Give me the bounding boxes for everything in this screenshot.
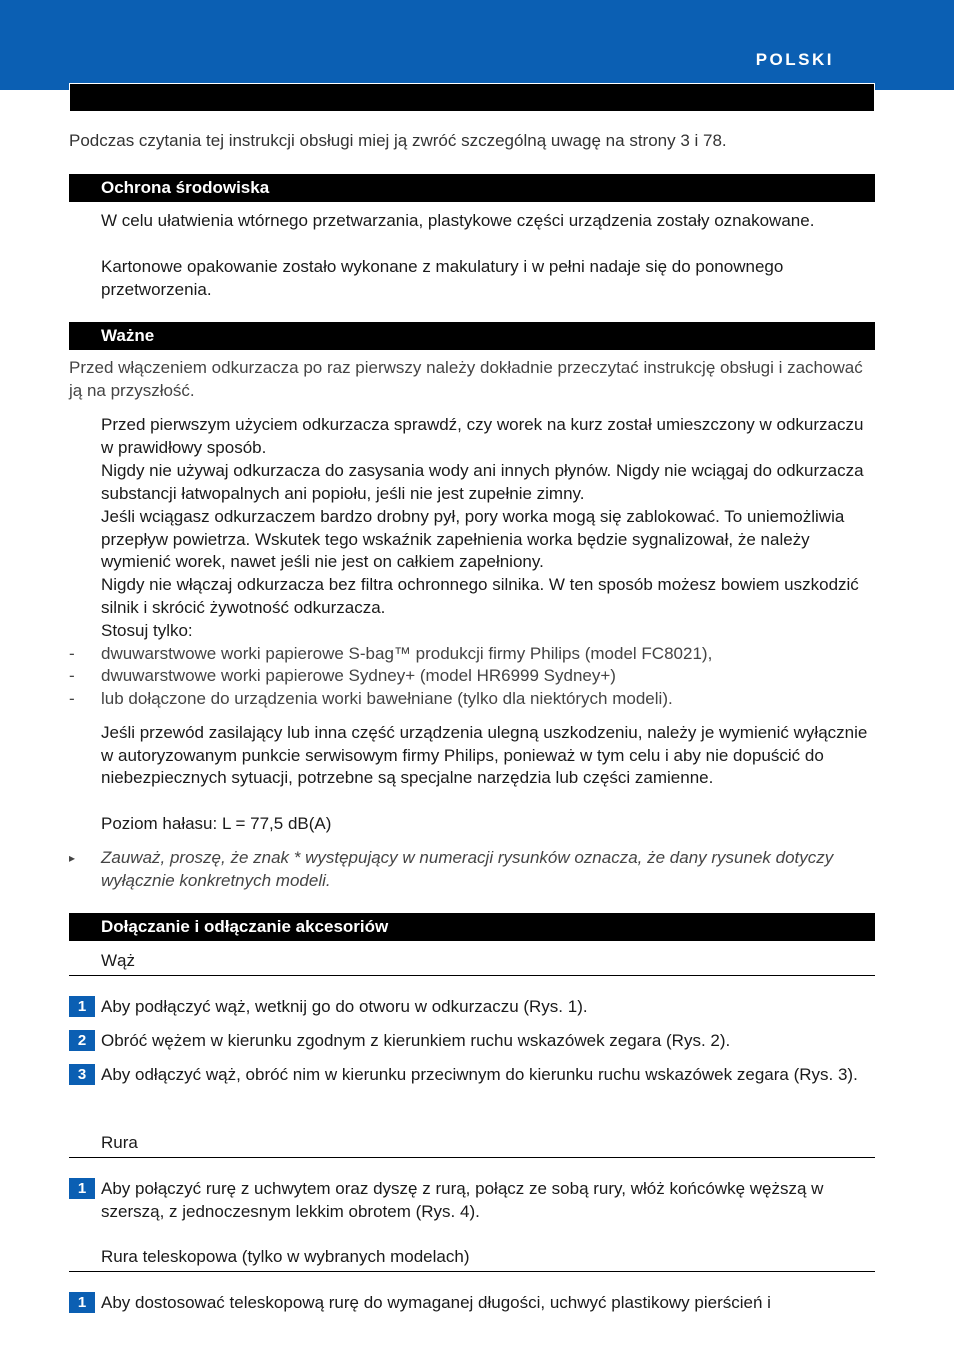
important-intro: Przed włączeniem odkurzacza po raz pierwszy należy dokładnie przeczytać instrukcję obsługi i zachować ją na przyszłość. [69, 358, 863, 400]
subheading-hose: Wąż [101, 951, 135, 970]
language-label: POLSKI [755, 50, 834, 69]
important-paragraph-4: Nigdy nie włączaj odkurzacza bez filtra ochronnego silnika. W ten sposób możesz bowiem uszkodzić silnik i skrócić żywotność odkurzacza. [101, 575, 859, 617]
subheading-tube: Rura [101, 1133, 138, 1152]
important-paragraph-2: Nigdy nie używaj odkurzacza do zasysania wody ani innych płynów. Nigdy nie wciągaj do odkurzacza substancji łatwopalnych ani popiołu, jeśli nie jest zupełnie zimny. [101, 461, 864, 503]
step-number: 1 [69, 1292, 95, 1313]
divider [69, 975, 875, 976]
list-dash: - [69, 666, 75, 685]
env-paragraph-1: W celu ułatwienia wtórnego przetwarzania, plastykowe części urządzenia zostały oznakowane. [101, 211, 815, 230]
step-item: 3 Aby odłączyć wąż, obróć nim w kierunku przeciwnym do kierunku ruchu wskazówek zegara (Rys. 3). [69, 1064, 875, 1087]
step-item: 1 Aby połączyć rurę z uchwytem oraz dyszę z rurą, połącz ze sobą rury, włóż końcówkę węższą w szerszą, z jednoczesnym lekkim obrotem (Rys. 4). [69, 1178, 875, 1223]
step-item: 1 Aby podłączyć wąż, wetknij go do otworu w odkurzaczu (Rys. 1). [69, 996, 875, 1019]
section-heading-environment: Ochrona środowiska [69, 174, 875, 202]
step-number: 1 [69, 996, 95, 1017]
header-band [0, 0, 954, 90]
note: ▸ Zauważ, proszę, że znak * występujący w numeracji rysunków oznacza, że dany rysunek dotyczy wyłącznie konkretnych modeli. [69, 848, 834, 890]
step-number: 1 [69, 1178, 95, 1199]
divider [69, 1271, 875, 1272]
important-paragraph-5: Stosuj tylko: [101, 621, 193, 640]
important-paragraph-6: Jeśli przewód zasilający lub inna część urządzenia ulegną uszkodzeniu, należy je wymienić wyłącznie w autoryzowanym punkcie serwisowym firmy Philips, ponieważ w tym celu i aby nie dopuścić do niebezpiecznych sytuacji, potrzebne są specjalne narzędzia lub części zamienne. [101, 723, 868, 788]
section-heading-important: Ważne [69, 322, 875, 350]
subheading-telescopic-tube: Rura teleskopowa (tylko w wybranych modelach) [101, 1247, 470, 1266]
intro-text: Podczas czytania tej instrukcji obsługi miej ją zwróć szczególną uwagę na strony 3 i 78. [69, 131, 727, 150]
note-arrow-icon: ▸ [69, 851, 76, 865]
list-dash: - [69, 644, 75, 663]
important-paragraph-1: Przed pierwszym użyciem odkurzacza sprawdź, czy worek na kurz został umieszczony w odkurzaczu w prawidłowy sposób. [101, 415, 864, 457]
noise-level: Poziom hałasu: L = 77,5 dB(A) [101, 814, 332, 833]
divider [69, 1157, 875, 1158]
step-number: 2 [69, 1030, 95, 1051]
env-paragraph-2: Kartonowe opakowanie zostało wykonane z makulatury i w pełni nadaje się do ponownego przetworzenia. [101, 257, 784, 299]
step-item: 1 Aby dostosować teleskopową rurę do wymaganej długości, uchwyć plastikowy pierścień i [69, 1292, 875, 1315]
title-bar [69, 83, 875, 112]
important-paragraph-3: Jeśli wciągasz odkurzaczem bardzo drobny pył, pory worka mogą się zablokować. To uniemożliwia przepływ powietrza. Wskutek tego wskaźnik zapełnienia worka będzie sygnalizował, że należy wymienić worek, nawet jeśli nie jest on całkiem zapełniony. [101, 507, 845, 572]
list-dash: - [69, 689, 75, 708]
section-heading-accessories: Dołączanie i odłączanie akcesoriów [69, 913, 875, 941]
step-item: 2 Obróć wężem w kierunku zgodnym z kierunkiem ruchu wskazówek zegara (Rys. 2). [69, 1030, 875, 1053]
step-number: 3 [69, 1064, 95, 1085]
